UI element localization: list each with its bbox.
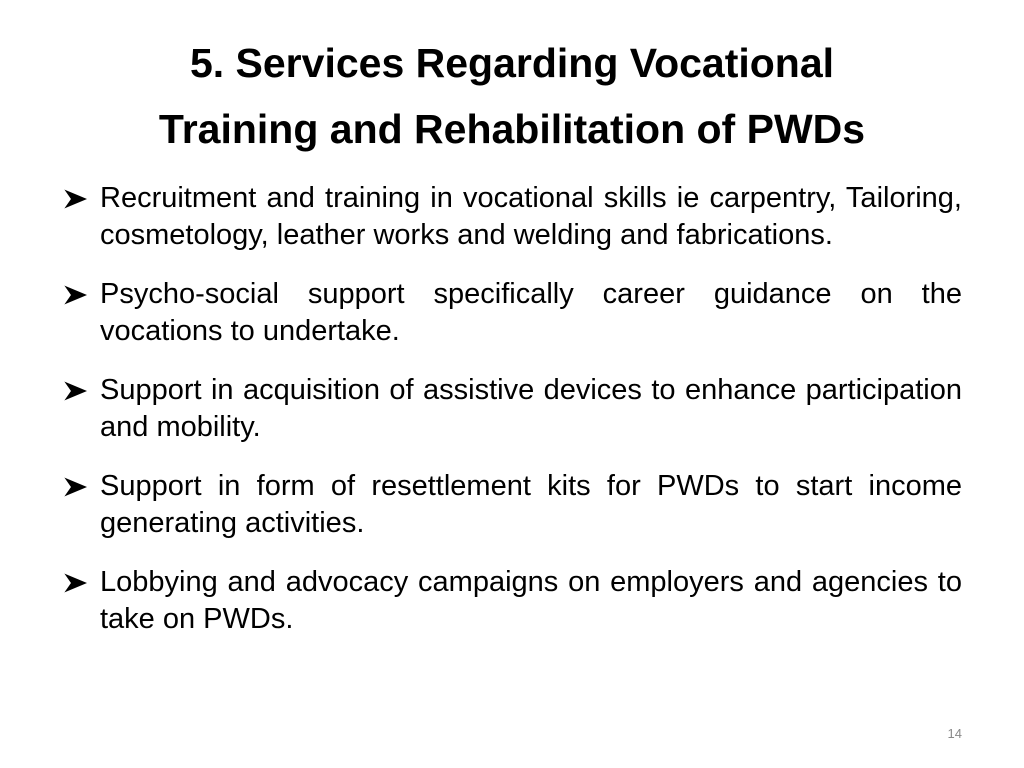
arrowhead-bullet-icon [62, 276, 100, 313]
slide-title-line-1: 5. Services Regarding Vocational [189, 40, 835, 86]
bullet-text: Psycho-social support specifically career guidance on the vocations to undertake. [100, 278, 962, 347]
list-item [62, 468, 962, 542]
bullet-text: Lobbying and advocacy campaigns on employers and agencies to take on PWDs. [100, 566, 962, 635]
slide-title [60, 30, 964, 162]
bullet-list [62, 180, 962, 660]
page-number: 14 [947, 726, 962, 741]
list-item [62, 372, 962, 446]
list-item [62, 276, 962, 350]
arrowhead-bullet-icon [62, 372, 100, 409]
list-item [62, 180, 962, 254]
bullet-text: Support in form of resettlement kits for PWDs to start income generating activities. [100, 470, 962, 539]
arrowhead-bullet-icon [62, 180, 100, 217]
bullet-text: Support in acquisition of assistive devices to enhance participation and mobility. [100, 374, 962, 443]
slide-title-line-2: Training and Rehabilitation of PWDs [158, 106, 866, 152]
arrowhead-bullet-icon [62, 468, 100, 505]
list-item [62, 564, 962, 638]
arrowhead-bullet-icon [62, 564, 100, 601]
bullet-text: Recruitment and training in vocational skills ie carpentry, Tailoring, cosmetology, leather works and welding and fabrications. [100, 182, 962, 251]
